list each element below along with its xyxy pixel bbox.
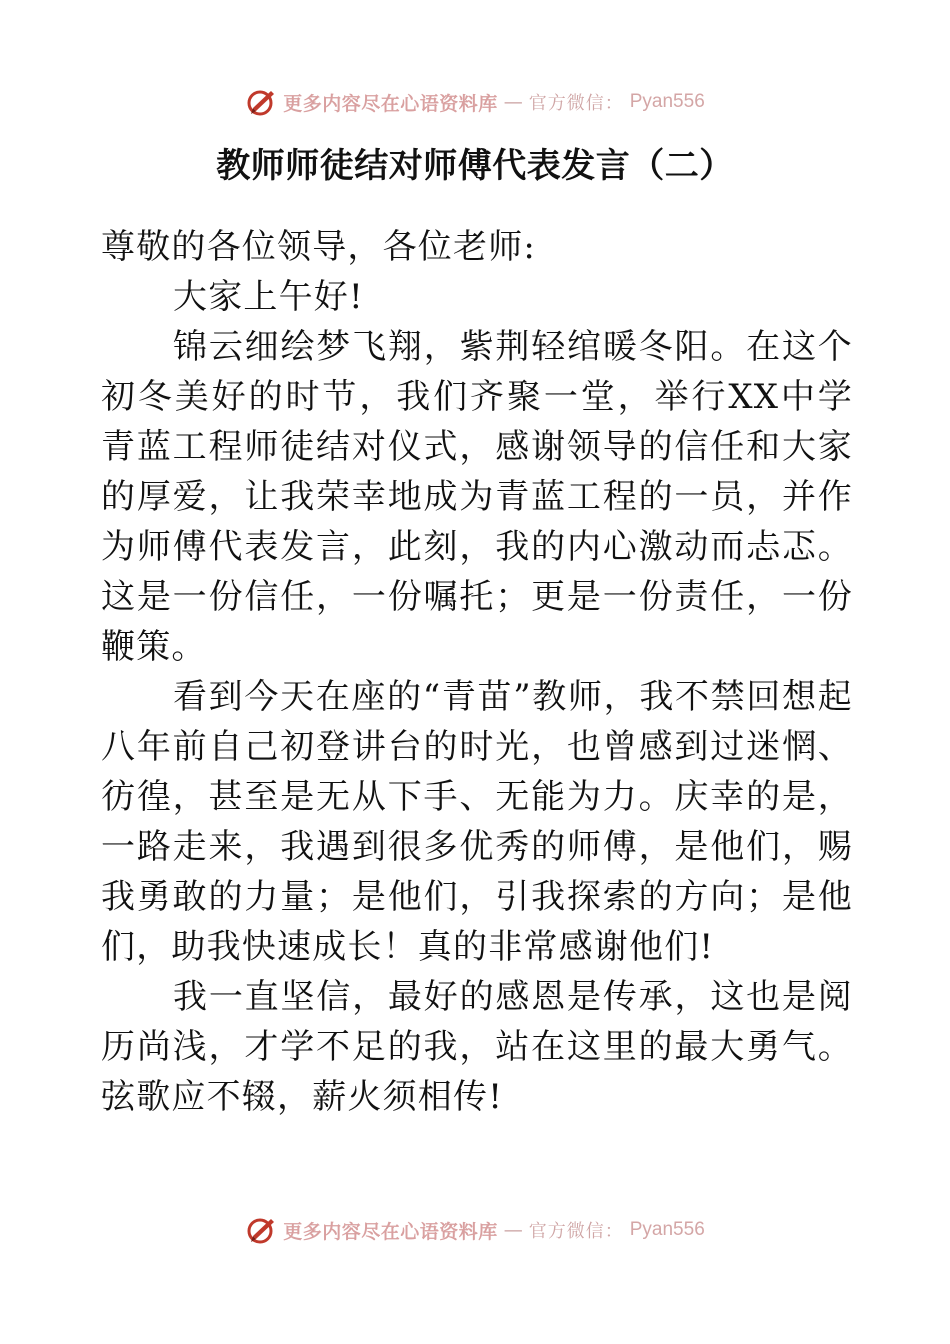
greeting: 大家上午好! <box>173 277 364 317</box>
document-body <box>101 222 853 1122</box>
banner-dash: — <box>503 1219 523 1241</box>
header-watermark-banner <box>0 82 950 122</box>
banner-wechat-label: 官方微信： <box>528 1221 624 1242</box>
paragraph-3: 我一直坚信，最好的感恩是传承，这也是阅历尚浅，才学不足的我，站在这里的最大勇气。弦歌应不辍，薪火须相传! <box>101 977 853 1117</box>
banner-wechat-id: Pyan556 <box>629 91 705 112</box>
banner-main-text: 更多内容尽在心语资料库 <box>283 92 498 115</box>
banner-main-text: 更多内容尽在心语资料库 <box>283 1220 498 1243</box>
banner-dash: — <box>503 91 523 113</box>
banner-wechat-label: 官方微信： <box>528 93 624 114</box>
pen-circle-logo-icon <box>245 86 277 118</box>
salutation: 尊敬的各位领导，各位老师: <box>101 227 537 267</box>
footer-watermark-banner <box>0 1210 950 1250</box>
paragraph-1: 锦云细绘梦飞翔，紫荆轻绾暖冬阳。在这个初冬美好的时节，我们齐聚一堂，举行XX中学青蓝工程师徒结对仪式，感谢领导的信任和大家的厚爱，让我荣幸地成为青蓝工程的一员，并作为师傅代表发言，此刻，我的内心激动而忐忑。这是一份信任，一份嘱托；更是一份责任，一份鞭策。 <box>101 327 853 667</box>
banner-wechat-id: Pyan556 <box>629 1219 705 1240</box>
paragraph-2: 看到今天在座的“青苗”教师，我不禁回想起八年前自己初登讲台的时光，也曾感到过迷惘、彷徨，甚至是无从下手、无能为力。庆幸的是，一路走来，我遇到很多优秀的师傅，是他们，赐我勇敢的力量；是他们，引我探索的方向；是他们，助我快速成长！真的非常感谢他们! <box>101 677 853 967</box>
pen-circle-logo-icon <box>245 1214 277 1246</box>
document-title: 教师师徒结对师傅代表发言（二） <box>216 146 734 186</box>
